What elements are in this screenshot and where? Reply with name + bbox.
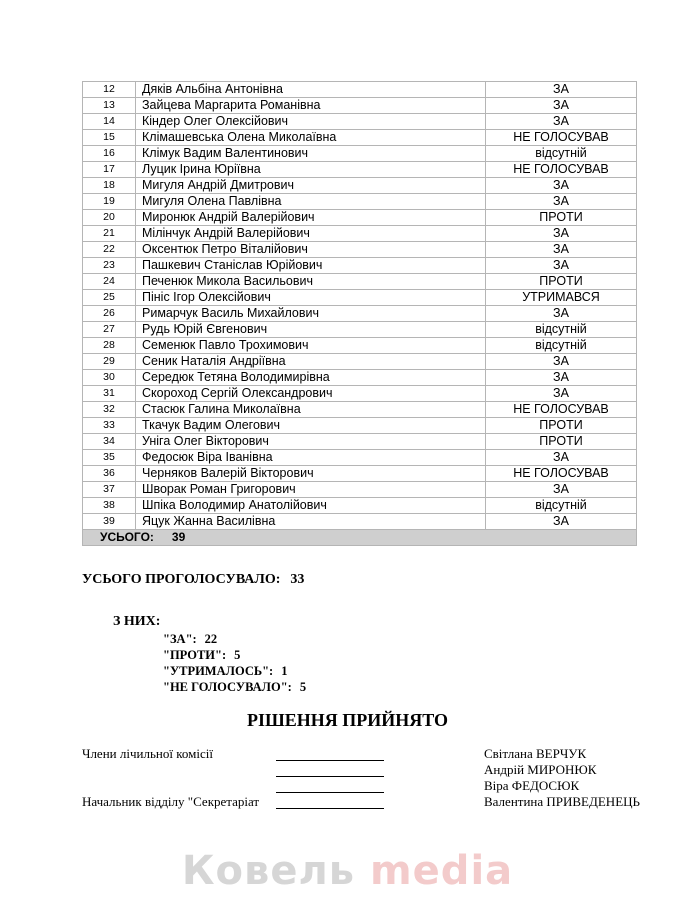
table-row — [83, 434, 637, 450]
deputy-name: Клімук Вадим Валентинович — [136, 146, 486, 162]
vote-result: відсутній — [486, 498, 637, 514]
vote-result: НЕ ГОЛОСУВАВ — [486, 130, 637, 146]
deputy-name: Мигуля Андрій Дмитрович — [136, 178, 486, 194]
breakdown-label: "ЗА": — [163, 632, 197, 646]
table-row — [83, 466, 637, 482]
table-row — [83, 514, 637, 530]
table-row — [83, 146, 637, 162]
of-them-label: З НИХ: — [113, 614, 161, 629]
voted-label: УСЬОГО ПРОГОЛОСУВАЛО: — [82, 572, 281, 587]
vote-result: ЗА — [486, 258, 637, 274]
table-row — [83, 386, 637, 402]
deputy-name: Стасюк Галина Миколаївна — [136, 402, 486, 418]
deputy-name: Шворак Роман Григорович — [136, 482, 486, 498]
table-row — [83, 322, 637, 338]
row-number: 35 — [83, 450, 136, 466]
table-row — [83, 82, 637, 98]
vote-result: ПРОТИ — [486, 434, 637, 450]
row-number: 25 — [83, 290, 136, 306]
vote-result: ПРОТИ — [486, 418, 637, 434]
vote-result: ЗА — [486, 178, 637, 194]
breakdown-value: 5 — [299, 680, 307, 694]
breakdown-label: "ПРОТИ": — [163, 648, 227, 662]
vote-result: НЕ ГОЛОСУВАВ — [486, 466, 637, 482]
vote-result: відсутній — [486, 338, 637, 354]
table-row — [83, 274, 637, 290]
table-row — [83, 242, 637, 258]
deputy-name: Пашкевич Станіслав Юрійович — [136, 258, 486, 274]
voted-summary — [82, 572, 304, 588]
total-label: УСЬОГО: — [100, 530, 154, 544]
row-number: 37 — [83, 482, 136, 498]
row-number: 14 — [83, 114, 136, 130]
row-number: 27 — [83, 322, 136, 338]
vote-result: ПРОТИ — [486, 210, 637, 226]
breakdown-label: "НЕ ГОЛОСУВАЛО": — [163, 680, 292, 694]
vote-result: УТРИМАВСЯ — [486, 290, 637, 306]
deputy-name: Оксентюк Петро Віталійович — [136, 242, 486, 258]
table-row — [83, 482, 637, 498]
breakdown-utrymalos — [163, 664, 287, 679]
table-row — [83, 306, 637, 322]
deputy-name: Луцик Ірина Юріївна — [136, 162, 486, 178]
total-value: 39 — [171, 530, 186, 544]
deputy-name: Мигуля Олена Павлівна — [136, 194, 486, 210]
deputy-name: Уніга Олег Вікторович — [136, 434, 486, 450]
row-number: 18 — [83, 178, 136, 194]
row-number: 31 — [83, 386, 136, 402]
deputy-name: Черняков Валерій Вікторович — [136, 466, 486, 482]
row-number: 19 — [83, 194, 136, 210]
row-number: 28 — [83, 338, 136, 354]
voted-value: 33 — [290, 572, 305, 587]
vote-result: ЗА — [486, 194, 637, 210]
row-number: 17 — [83, 162, 136, 178]
table-row — [83, 290, 637, 306]
deputy-name: Скороход Сергій Олександрович — [136, 386, 486, 402]
row-number: 32 — [83, 402, 136, 418]
vote-result: ЗА — [486, 82, 637, 98]
deputy-name: Дяків Альбіна Антонівна — [136, 82, 486, 98]
voting-table — [82, 81, 637, 546]
deputy-name: Ткачук Вадим Олегович — [136, 418, 486, 434]
row-number: 34 — [83, 434, 136, 450]
breakdown-ne-holosuvalo — [163, 680, 306, 695]
vote-result: відсутній — [486, 322, 637, 338]
row-number: 22 — [83, 242, 136, 258]
vote-result: ЗА — [486, 306, 637, 322]
vote-result: відсутній — [486, 146, 637, 162]
deputy-name: Мілінчук Андрій Валерійович — [136, 226, 486, 242]
row-number: 39 — [83, 514, 136, 530]
table-row — [83, 162, 637, 178]
deputy-name: Кіндер Олег Олексійович — [136, 114, 486, 130]
row-number: 38 — [83, 498, 136, 514]
watermark-text-2: media — [370, 848, 514, 894]
signatory-name: Андрій МИРОНЮК — [484, 762, 597, 777]
deputy-name: Рудь Юрій Євгенович — [136, 322, 486, 338]
table-row — [83, 130, 637, 146]
deputy-name: Шпіка Володимир Анатолійович — [136, 498, 486, 514]
vote-result: ПРОТИ — [486, 274, 637, 290]
breakdown-value: 1 — [281, 664, 288, 678]
row-number: 26 — [83, 306, 136, 322]
breakdown-value: 22 — [204, 632, 218, 646]
signature-line — [276, 794, 384, 809]
table-row — [83, 402, 637, 418]
deputy-name: Яцук Жанна Василівна — [136, 514, 486, 530]
signatory-name: Валентина ПРИВЕДЕНЕЦЬ — [484, 794, 640, 809]
vote-result: ЗА — [486, 354, 637, 370]
signature-line — [276, 778, 384, 793]
deputy-name: Сеник Наталія Андріївна — [136, 354, 486, 370]
row-number: 36 — [83, 466, 136, 482]
deputy-name: Римарчук Василь Михайлович — [136, 306, 486, 322]
commission-label: Члени лічильної комісії — [82, 746, 213, 761]
row-number: 15 — [83, 130, 136, 146]
vote-result: ЗА — [486, 226, 637, 242]
table-row — [83, 418, 637, 434]
table-row — [83, 354, 637, 370]
table-row — [83, 338, 637, 354]
breakdown-value: 5 — [234, 648, 241, 662]
table-row — [83, 226, 637, 242]
head-label: Начальник відділу "Секретаріат — [82, 794, 260, 809]
row-number: 23 — [83, 258, 136, 274]
table-row — [83, 370, 637, 386]
row-number: 12 — [83, 82, 136, 98]
breakdown-label: "УТРИМАЛОСЬ": — [163, 664, 274, 678]
signatory-name: Світлана ВЕРЧУК — [484, 746, 587, 761]
total-row — [83, 530, 637, 546]
deputy-name: Миронюк Андрій Валерійович — [136, 210, 486, 226]
vote-result: ЗА — [486, 450, 637, 466]
row-number: 13 — [83, 98, 136, 114]
table-row — [83, 178, 637, 194]
row-number: 21 — [83, 226, 136, 242]
row-number: 30 — [83, 370, 136, 386]
breakdown-proty — [163, 648, 240, 663]
table-row — [83, 498, 637, 514]
deputy-name: Зайцева Маргарита Романівна — [136, 98, 486, 114]
table-row — [83, 114, 637, 130]
deputy-name: Печенюк Микола Васильович — [136, 274, 486, 290]
table-row — [83, 98, 637, 114]
table-row — [83, 450, 637, 466]
breakdown-za — [163, 632, 217, 647]
row-number: 24 — [83, 274, 136, 290]
vote-result: ЗА — [486, 386, 637, 402]
vote-result: ЗА — [486, 514, 637, 530]
vote-result: НЕ ГОЛОСУВАВ — [486, 402, 637, 418]
vote-result: НЕ ГОЛОСУВАВ — [486, 162, 637, 178]
deputy-name: Клімашевська Олена Миколаївна — [136, 130, 486, 146]
signature-line — [276, 762, 384, 777]
decision-heading: РІШЕННЯ ПРИЙНЯТО — [246, 710, 449, 730]
vote-result: ЗА — [486, 114, 637, 130]
watermark-text-1: Ковель — [181, 848, 356, 894]
deputy-name: Федосюк Віра Іванівна — [136, 450, 486, 466]
signatory-name: Віра ФЕДОСЮК — [484, 778, 580, 793]
row-number: 33 — [83, 418, 136, 434]
signature-line — [276, 746, 384, 761]
deputy-name: Семенюк Павло Трохимович — [136, 338, 486, 354]
deputy-name: Пініс Ігор Олексійович — [136, 290, 486, 306]
row-number: 20 — [83, 210, 136, 226]
deputy-name: Середюк Тетяна Володимирівна — [136, 370, 486, 386]
vote-result: ЗА — [486, 98, 637, 114]
vote-result: ЗА — [486, 482, 637, 498]
row-number: 29 — [83, 354, 136, 370]
vote-result: ЗА — [486, 242, 637, 258]
watermark-logo — [0, 848, 695, 894]
table-row — [83, 258, 637, 274]
row-number: 16 — [83, 146, 136, 162]
table-row — [83, 210, 637, 226]
vote-result: ЗА — [486, 370, 637, 386]
table-row — [83, 194, 637, 210]
